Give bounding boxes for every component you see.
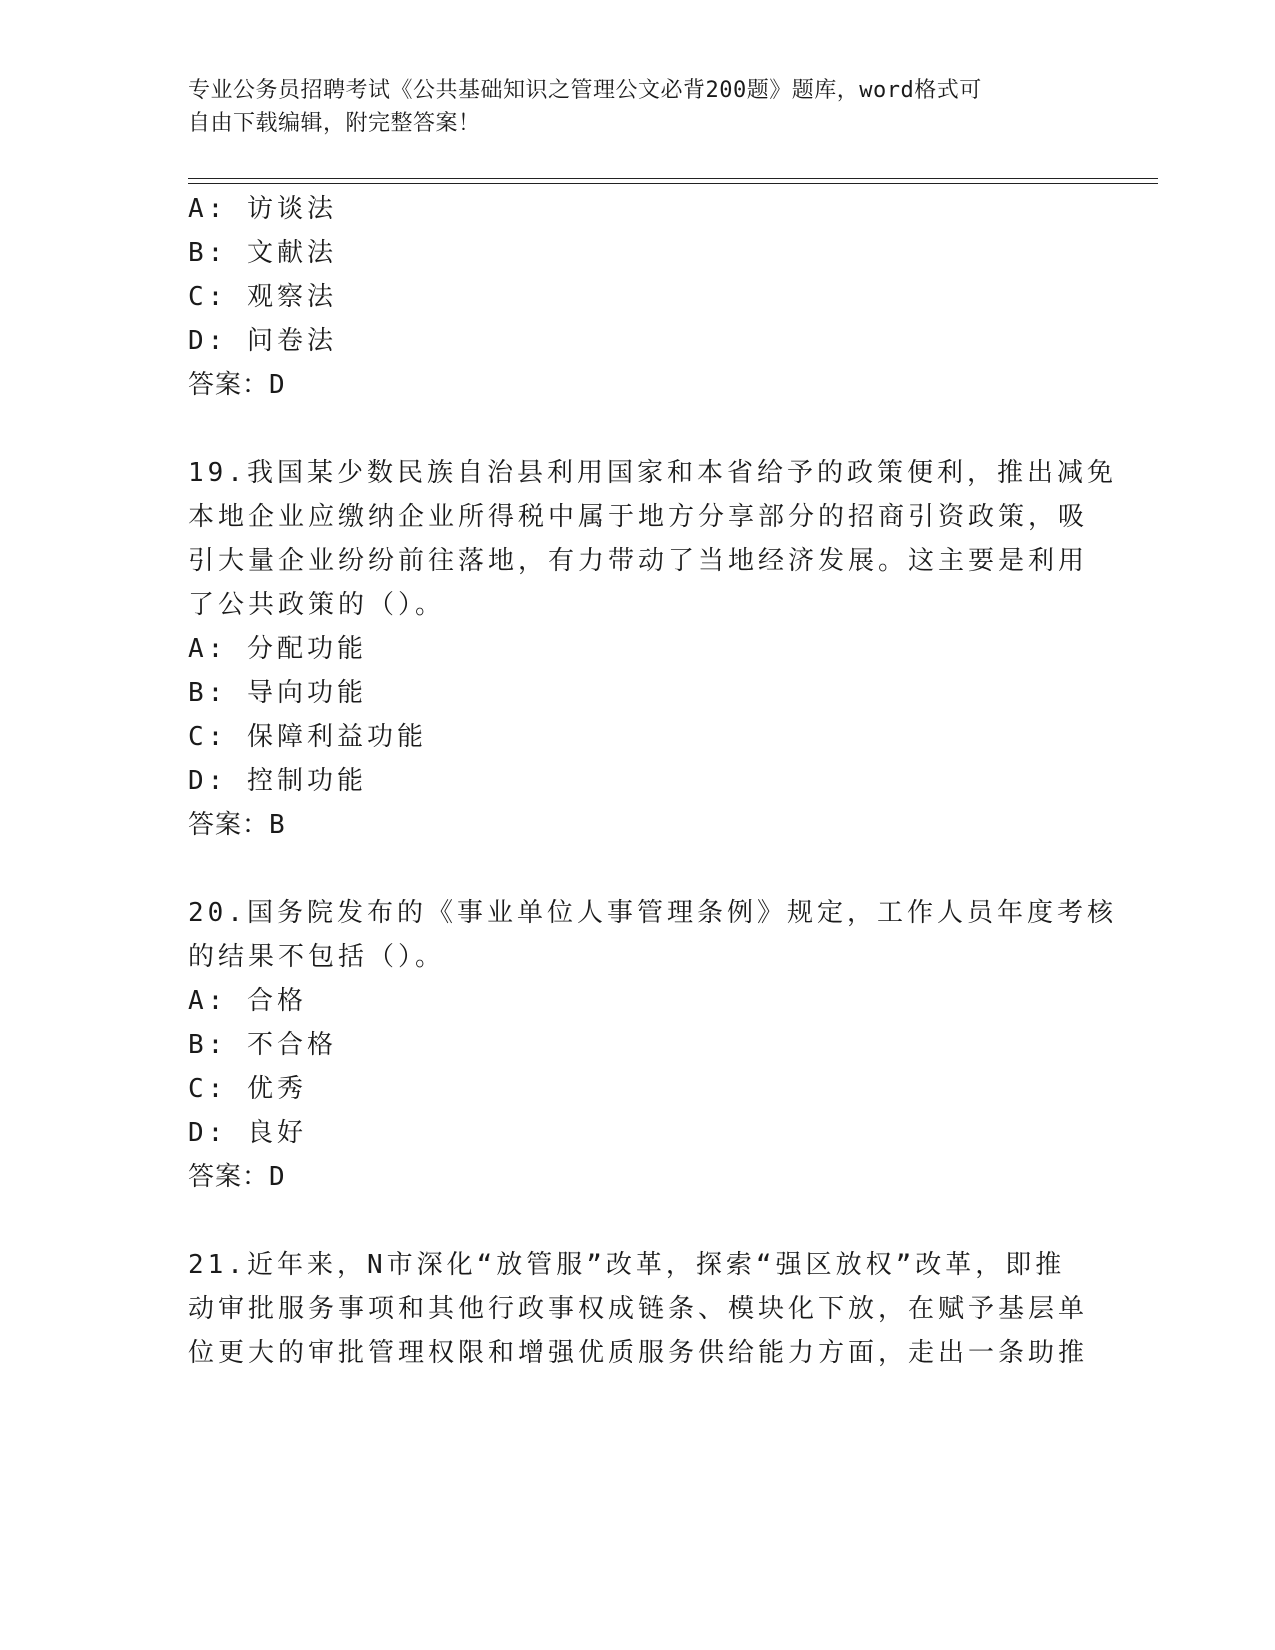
header-rule-top bbox=[188, 178, 1158, 179]
q19-option-d: D: 控制功能 bbox=[188, 766, 367, 796]
q18-option-c: C: 观察法 bbox=[188, 282, 337, 312]
header-line-1: 专业公务员招聘考试《公共基础知识之管理公文必背200题》题库，word格式可 bbox=[188, 78, 982, 103]
q19-option-a: A: 分配功能 bbox=[188, 634, 367, 664]
q21-stem-line-3: 位更大的审批管理权限和增强优质服务供给能力方面，走出一条助推 bbox=[188, 1338, 1089, 1368]
q20-answer: 答案：D bbox=[188, 1162, 286, 1192]
q20-option-d: D: 良好 bbox=[188, 1118, 307, 1148]
q20-stem-line-1: 20.国务院发布的《事业单位人事管理条例》规定，工作人员年度考核 bbox=[188, 898, 1117, 928]
q19-option-b: B: 导向功能 bbox=[188, 678, 367, 708]
q20-stem-line-2: 的结果不包括（）。 bbox=[188, 942, 446, 972]
q18-option-a: A: 访谈法 bbox=[188, 194, 337, 224]
q21-stem-line-2: 动审批服务事项和其他行政事权成链条、模块化下放，在赋予基层单 bbox=[188, 1294, 1089, 1324]
q18-option-d: D: 问卷法 bbox=[188, 326, 337, 356]
q19-stem-line-3: 引大量企业纷纷前往落地，有力带动了当地经济发展。这主要是利用 bbox=[188, 546, 1089, 576]
header-rule-bottom bbox=[188, 183, 1158, 184]
q19-stem-line-1: 19.我国某少数民族自治县利用国家和本省给予的政策便利，推出减免 bbox=[188, 458, 1117, 488]
q20-option-b: B: 不合格 bbox=[188, 1030, 337, 1060]
q20-option-c: C: 优秀 bbox=[188, 1074, 307, 1104]
q20-option-a: A: 合格 bbox=[188, 986, 307, 1016]
document-header bbox=[188, 74, 1078, 140]
header-line-2: 自由下载编辑，附完整答案！ bbox=[188, 111, 481, 136]
q19-stem-line-2: 本地企业应缴纳企业所得税中属于地方分享部分的招商引资政策，吸 bbox=[188, 502, 1089, 532]
q18-option-b: B: 文献法 bbox=[188, 238, 337, 268]
q19-answer: 答案：B bbox=[188, 810, 286, 840]
q21-stem-line-1: 21.近年来，N市深化“放管服”改革，探索“强区放权”改革，即推 bbox=[188, 1250, 1066, 1280]
q19-option-c: C: 保障利益功能 bbox=[188, 722, 427, 752]
q19-stem-line-4: 了公共政策的（）。 bbox=[188, 590, 446, 620]
q18-answer: 答案：D bbox=[188, 370, 286, 400]
